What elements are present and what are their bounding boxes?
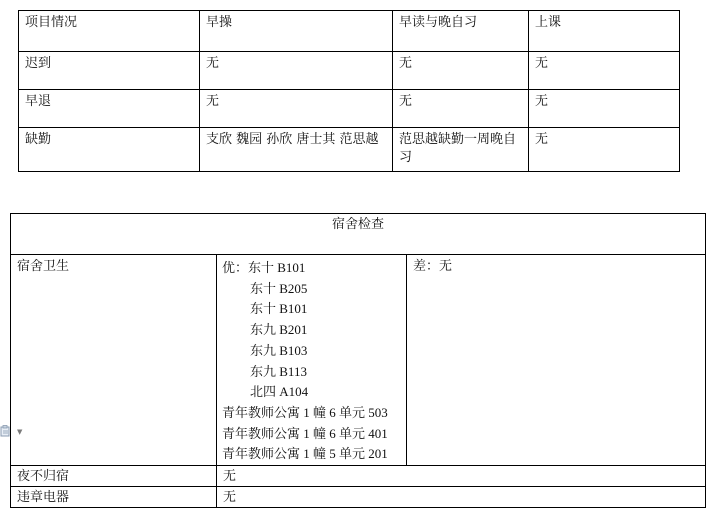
paste-options-icon[interactable] bbox=[0, 425, 12, 437]
dropdown-arrow-icon[interactable]: ▼ bbox=[17, 428, 23, 436]
list-item: 青年教师公寓 1 幢 5 单元 201 bbox=[222, 446, 388, 462]
table-row bbox=[19, 128, 680, 172]
hygiene-label: 宿舍卫生 bbox=[11, 255, 217, 466]
list-item: 东十 B101 bbox=[250, 301, 308, 317]
list-item: 东九 B103 bbox=[250, 342, 308, 358]
header-cell-morning-exercise: 早操 bbox=[200, 11, 393, 52]
list-item: 东十 B205 bbox=[250, 280, 308, 296]
list-item: 青年教师公寓 1 幢 6 单元 503 bbox=[222, 404, 388, 420]
cell-value: 无 bbox=[217, 487, 706, 508]
cell-value: 范思越缺勤一周晚自习 bbox=[393, 128, 529, 172]
list-item: 青年教师公寓 1 幢 6 单元 401 bbox=[222, 425, 388, 441]
cell-value: 无 bbox=[200, 90, 393, 128]
row-label-absence: 缺勤 bbox=[19, 128, 200, 172]
row-label-early-leave: 早退 bbox=[19, 90, 200, 128]
list-item: 东九 B201 bbox=[250, 322, 308, 338]
table-row bbox=[11, 487, 706, 508]
cell-absentee-names: 支欣 魏园 孙欣 唐士其 范思越 bbox=[200, 128, 393, 172]
row-label-night-absence: 夜不归宿 bbox=[11, 466, 217, 487]
attendance-header-row bbox=[19, 11, 680, 52]
cell-value: 无 bbox=[529, 52, 680, 90]
table-row bbox=[11, 466, 706, 487]
list-item: 北四 A104 bbox=[250, 384, 309, 400]
cell-value: 无 bbox=[393, 90, 529, 128]
header-cell-item: 项目情况 bbox=[19, 11, 200, 52]
dorm-title: 宿舍检查 bbox=[11, 214, 706, 255]
row-label-illegal-appliances: 违章电器 bbox=[11, 487, 217, 508]
bad-dorm-cell: 差：无 bbox=[407, 255, 706, 466]
header-cell-study-sessions: 早读与晚自习 bbox=[393, 11, 529, 52]
row-label-late: 迟到 bbox=[19, 52, 200, 90]
table-row bbox=[19, 90, 680, 128]
dorm-title-row bbox=[11, 214, 706, 255]
cell-value: 无 bbox=[200, 52, 393, 90]
list-item: 优：东十 B101 bbox=[222, 260, 306, 275]
cell-value: 无 bbox=[393, 52, 529, 90]
hygiene-row bbox=[11, 255, 706, 466]
cell-value: 无 bbox=[529, 90, 680, 128]
good-dorm-list bbox=[217, 255, 407, 466]
list-item: 东九 B113 bbox=[250, 363, 307, 379]
table-row bbox=[19, 52, 680, 90]
attendance-table bbox=[18, 10, 680, 172]
cell-value: 无 bbox=[529, 128, 680, 172]
dorm-inspection-table bbox=[10, 213, 706, 508]
header-cell-class: 上课 bbox=[529, 11, 680, 52]
cell-value: 无 bbox=[217, 466, 706, 487]
